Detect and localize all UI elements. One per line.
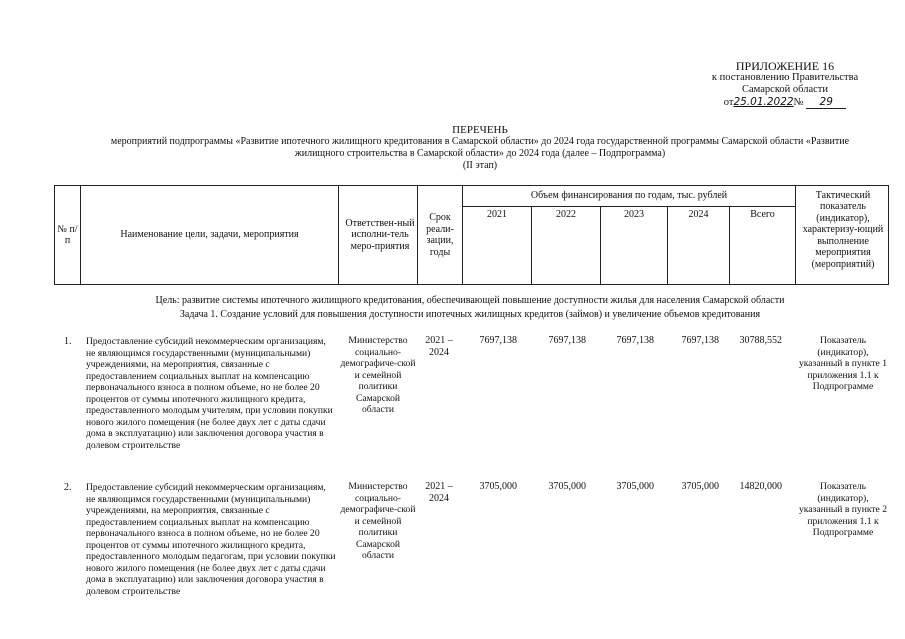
header-year-2024: 2024 [688,209,709,221]
value-2023: 7697,138 [616,335,654,346]
handwritten-number: 29 [806,96,846,109]
header-total: Всего [750,209,775,221]
handwritten-date: 25.01.2022 [733,96,794,108]
row-term: 2021 – 2024 [425,335,453,358]
header-term: Срок реали-зации, годы [426,212,454,258]
value-2022: 7697,138 [548,335,586,346]
row-responsible: Министерство социально-демографиче-ской и семейной политики Самарской области [340,335,416,415]
header-year-2022: 2022 [556,209,576,221]
row-number: 1. [64,336,72,347]
appendix-line2: Самарской области [742,84,828,95]
value-2022: 3705,000 [548,481,586,492]
value-total: 30788,552 [739,335,782,346]
goal-text: Цель: развитие системы ипотечного жилищного кредитования, обеспечивающей повышение доступности жилья для населения Самарской области [155,295,785,306]
title-line1: мероприятий подпрограммы «Развитие ипотечного жилищного кредитования в Самарской области» до 2024 года государственной программы Самарской области «Развитие [110,136,850,147]
date-prefix: от [723,97,734,108]
row-indicator: Показатель (индикатор), указанный в пункте 2 приложения 1.1 к Подпрограмме [798,481,888,538]
title-line3: (II этап) [462,160,498,171]
appendix-title: ПРИЛОЖЕНИЕ 16 [735,59,835,73]
title-line2: жилищного строительства в Самарской области» до 2024 года (далее – Подпрограмма) [294,148,666,159]
value-2021: 3705,000 [479,481,517,492]
header-num: № п/п [57,223,78,246]
row-name: Предоставление субсидий некоммерческим организациям, не являющимся государственными (муниципальными) учреждениями, на мероприятия, связанные с предоставлением социальных выплат на компенсацию первоначального взноса в полном объеме, но не более 20 процентов от суммы ипотечного жилищного кредита, предоставленного молодым педагогам, при условии покупки нового жилого помещения (не более двух лет с даты сдачи дома в эксплуатацию) или заключения договора участия в долевом строительстве [86,482,336,597]
document-title [60,124,900,172]
list-title: ПЕРЕЧЕНЬ [452,124,508,136]
appendix-date-line [700,96,870,109]
row-indicator: Показатель (индикатор), указанный в пункте 1 приложения 1.1 к Подпрограмме [798,335,888,392]
header-indicator: Тактический показатель (индикатор), характеризу-ющий выполнение мероприятия (мероприятий) [802,189,884,270]
header-responsible: Ответствен-ный исполни-тель меро-приятия [345,217,415,252]
row-number: 2. [64,482,72,493]
row-term: 2021 – 2024 [425,481,453,504]
value-2023: 3705,000 [616,481,654,492]
row-responsible: Министерство социально-демографиче-ской и семейной политики Самарской области [340,481,416,561]
appendix-block [700,60,870,109]
header-name: Наименование цели, задачи, мероприятия [120,229,299,241]
task-text: Задача 1. Создание условий для повышения доступности ипотечных жилищных кредитов (займов) и увеличение объемов кредитования [179,309,761,320]
value-2024: 3705,000 [681,481,719,492]
number-prefix: № [793,97,804,108]
row-name: Предоставление субсидий некоммерческим организациям, не являющимся государственными (муниципальными) учреждениями, на мероприятия, связанные с предоставлением социальных выплат на компенсацию первоначального взноса в полном объеме, но не более 20 процентов от суммы ипотечного жилищного кредита, предоставленного молодым учителям, при условии покупки нового жилого помещения (не более двух лет с даты сдачи дома в эксплуатацию) или заключения договора участия в долевом строительстве [86,336,333,451]
header-finance: Объем финансирования по годам, тыс. рублей [530,190,728,202]
header-year-2021: 2021 [487,209,507,221]
header-year-2023: 2023 [624,209,644,221]
appendix-line1: к постановлению Правительства [711,72,859,83]
value-2021: 7697,138 [479,335,517,346]
value-total: 14820,000 [739,481,782,492]
value-2024: 7697,138 [681,335,719,346]
